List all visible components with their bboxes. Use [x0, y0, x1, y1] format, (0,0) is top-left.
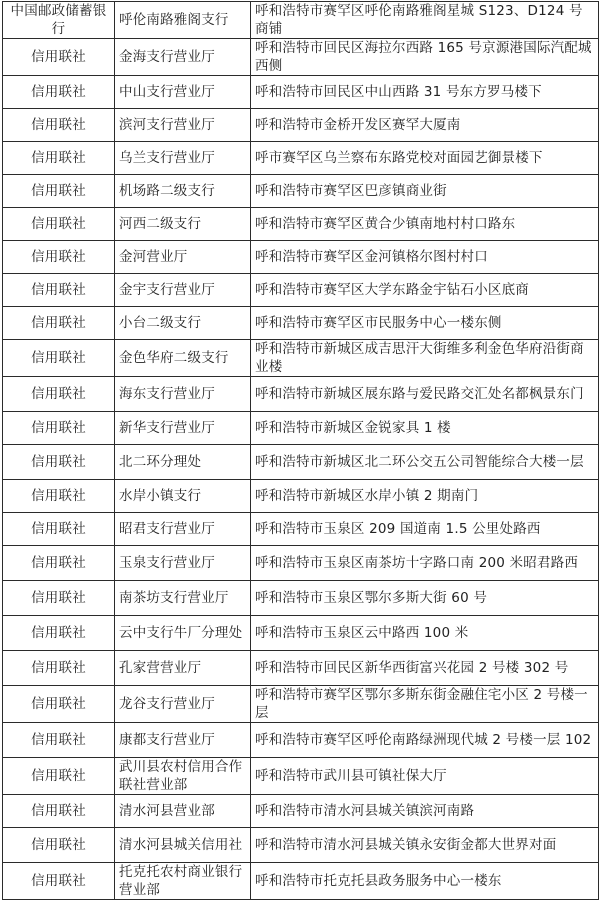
address-cell: 呼和浩特市玉泉区云中路西 100 米 [251, 616, 599, 651]
address-cell: 呼和浩特市回民区新华西街富兴花园 2 号楼 302 号 [251, 651, 599, 686]
table-row [3, 175, 599, 208]
table-row [3, 616, 599, 651]
address-cell: 呼和浩特市赛罕区鄂尔多斯东街金融住宅小区 2 号楼一层 [251, 686, 599, 723]
bank-cell: 信用联社 [3, 513, 115, 546]
address-cell: 呼和浩特市托克托县政务服务中心一楼东 [251, 863, 599, 900]
branch-cell: 托克托农村商业银行营业部 [115, 863, 251, 900]
branch-cell: 龙谷支行营业厅 [115, 686, 251, 723]
branch-cell: 清水河县城关信用社 [115, 828, 251, 863]
bank-cell: 信用联社 [3, 142, 115, 175]
bank-cell: 中国邮政储蓄银行 [3, 2, 115, 39]
address-cell: 呼和浩特市清水河县城关镇永安街金都大世界对面 [251, 828, 599, 863]
table-row [3, 758, 599, 795]
bank-cell: 信用联社 [3, 274, 115, 307]
table-row [3, 39, 599, 76]
table-row [3, 307, 599, 340]
address-cell: 呼和浩特市玉泉区鄂尔多斯大街 60 号 [251, 581, 599, 616]
table-row [3, 445, 599, 480]
address-cell: 呼和浩特市玉泉区南茶坊十字路口南 200 米昭君路西 [251, 546, 599, 581]
branch-cell: 武川县农村信用合作联社营业部 [115, 758, 251, 795]
address-cell: 呼和浩特市赛罕区呼伦南路绿洲现代城 2 号楼一层 102 [251, 723, 599, 758]
branch-cell: 金色华府二级支行 [115, 340, 251, 377]
table-row [3, 412, 599, 445]
bank-cell: 信用联社 [3, 377, 115, 412]
branch-address-table [2, 1, 599, 900]
bank-cell: 信用联社 [3, 241, 115, 274]
address-cell: 呼和浩特市新城区金锐家具 1 楼 [251, 412, 599, 445]
branch-cell: 孔家营营业厅 [115, 651, 251, 686]
table-row [3, 142, 599, 175]
branch-cell: 水岸小镇支行 [115, 480, 251, 513]
branch-cell: 金海支行营业厅 [115, 39, 251, 76]
table-row [3, 274, 599, 307]
table-row [3, 377, 599, 412]
address-cell: 呼和浩特市玉泉区 209 国道南 1.5 公里处路西 [251, 513, 599, 546]
address-cell: 呼和浩特市清水河县城关镇滨河南路 [251, 795, 599, 828]
bank-cell: 信用联社 [3, 445, 115, 480]
address-cell: 呼和浩特市新城区北二环公交五公司智能综合大楼一层 [251, 445, 599, 480]
branch-cell: 小台二级支行 [115, 307, 251, 340]
branch-cell: 康都支行营业厅 [115, 723, 251, 758]
bank-cell: 信用联社 [3, 828, 115, 863]
table-row [3, 208, 599, 241]
bank-cell: 信用联社 [3, 109, 115, 142]
bank-cell: 信用联社 [3, 76, 115, 109]
address-cell: 呼和浩特市赛罕区金河镇格尔图村村口 [251, 241, 599, 274]
branch-cell: 金宇支行营业厅 [115, 274, 251, 307]
table-row [3, 546, 599, 581]
branch-cell: 滨河支行营业厅 [115, 109, 251, 142]
address-cell: 呼和浩特市回民区中山西路 31 号东方罗马楼下 [251, 76, 599, 109]
bank-cell: 信用联社 [3, 340, 115, 377]
bank-cell: 信用联社 [3, 795, 115, 828]
table-row [3, 513, 599, 546]
bank-cell: 信用联社 [3, 686, 115, 723]
address-cell: 呼和浩特市新城区展东路与爱民路交汇处名都枫景东门 [251, 377, 599, 412]
table-row [3, 340, 599, 377]
address-cell: 呼和浩特市赛罕区巴彦镇商业街 [251, 175, 599, 208]
table-row [3, 76, 599, 109]
branch-cell: 机场路二级支行 [115, 175, 251, 208]
branch-cell: 昭君支行营业厅 [115, 513, 251, 546]
branch-cell: 清水河县营业部 [115, 795, 251, 828]
bank-cell: 信用联社 [3, 307, 115, 340]
table-row [3, 581, 599, 616]
address-cell: 呼和浩特市新城区水岸小镇 2 期南门 [251, 480, 599, 513]
table-row [3, 480, 599, 513]
bank-cell: 信用联社 [3, 208, 115, 241]
branch-cell: 金河营业厅 [115, 241, 251, 274]
address-cell: 呼和浩特市赛罕区大学东路金宇钻石小区底商 [251, 274, 599, 307]
bank-cell: 信用联社 [3, 616, 115, 651]
table-row [3, 723, 599, 758]
bank-cell: 信用联社 [3, 39, 115, 76]
address-cell: 呼和浩特市金桥开发区赛罕大厦南 [251, 109, 599, 142]
bank-cell: 信用联社 [3, 651, 115, 686]
branch-cell: 乌兰支行营业厅 [115, 142, 251, 175]
bank-cell: 信用联社 [3, 480, 115, 513]
branch-cell: 玉泉支行营业厅 [115, 546, 251, 581]
address-cell: 呼和浩特市赛罕区黄合少镇南地村村口路东 [251, 208, 599, 241]
branch-cell: 中山支行营业厅 [115, 76, 251, 109]
bank-cell: 信用联社 [3, 581, 115, 616]
address-cell: 呼和浩特市赛罕区呼伦南路雅阁星城 S123、D124 号商铺 [251, 2, 599, 39]
branch-cell: 北二环分理处 [115, 445, 251, 480]
bank-cell: 信用联社 [3, 175, 115, 208]
table-row [3, 2, 599, 39]
address-cell: 呼和浩特市武川县可镇社保大厅 [251, 758, 599, 795]
table-row [3, 109, 599, 142]
branch-cell: 呼伦南路雅阁支行 [115, 2, 251, 39]
table-row [3, 651, 599, 686]
table-row [3, 241, 599, 274]
bank-cell: 信用联社 [3, 546, 115, 581]
branch-cell: 云中支行牛厂分理处 [115, 616, 251, 651]
bank-cell: 信用联社 [3, 723, 115, 758]
branch-cell: 海东支行营业厅 [115, 377, 251, 412]
table-row [3, 795, 599, 828]
bank-cell: 信用联社 [3, 758, 115, 795]
address-cell: 呼市赛罕区乌兰察布东路党校对面园艺御景楼下 [251, 142, 599, 175]
table-row [3, 828, 599, 863]
bank-cell: 信用联社 [3, 412, 115, 445]
address-cell: 呼和浩特市回民区海拉尔西路 165 号京源港国际汽配城西侧 [251, 39, 599, 76]
branch-cell: 河西二级支行 [115, 208, 251, 241]
table-row [3, 863, 599, 900]
branch-cell: 新华支行营业厅 [115, 412, 251, 445]
address-cell: 呼和浩特市新城区成吉思汗大街维多利金色华府沿街商业楼 [251, 340, 599, 377]
bank-cell: 信用联社 [3, 863, 115, 900]
table-row [3, 686, 599, 723]
branch-cell: 南茶坊支行营业厅 [115, 581, 251, 616]
address-cell: 呼和浩特市赛罕区市民服务中心一楼东侧 [251, 307, 599, 340]
